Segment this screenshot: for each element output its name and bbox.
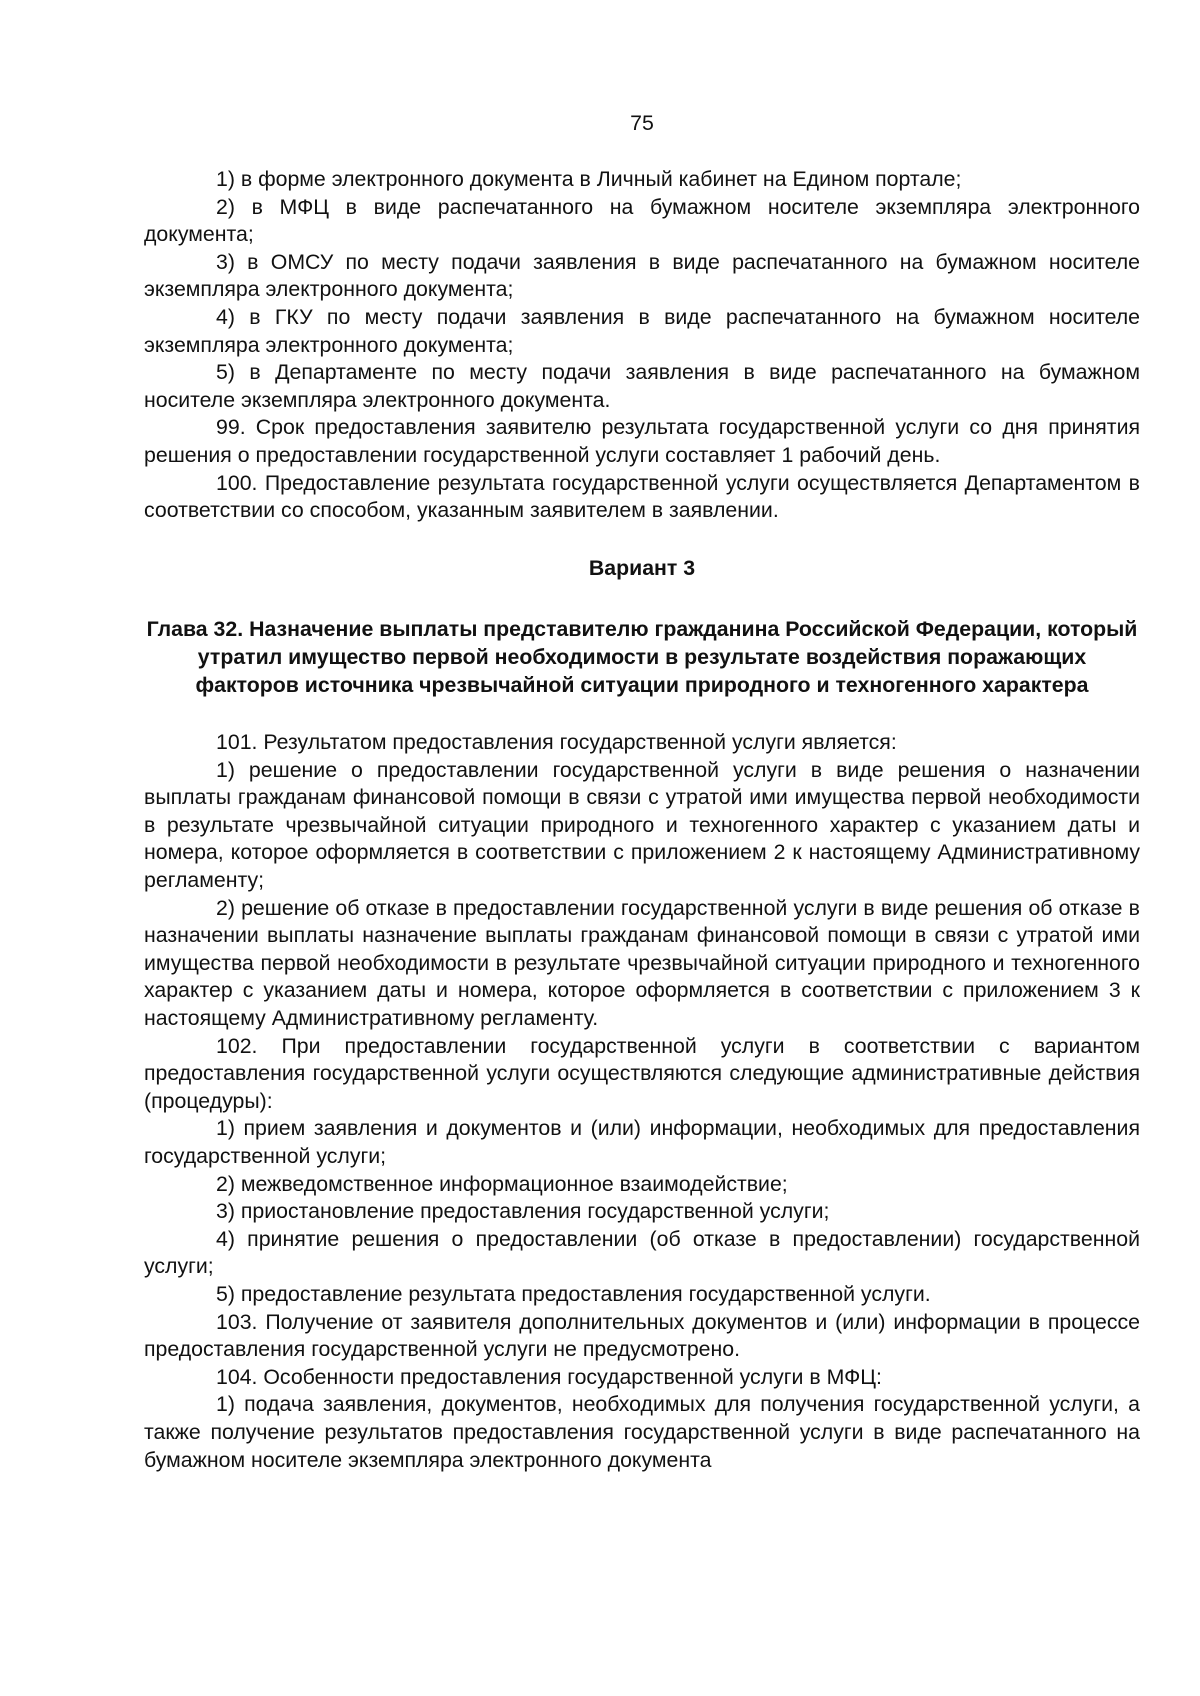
paragraph-99: 99. Срок предоставления заявителю результата государственной услуги со дня принятия решения о предоставлении государственной услуги составляет 1 рабочий день.: [144, 415, 1140, 467]
top-section: [144, 166, 1140, 525]
paragraph-101-item-2: 2) решение об отказе в предоставлении государственной услуги в виде решения об отказе в назначении выплаты назначение выплаты гражданам финансовой помощи в связи с утратой ими имущества первой необходимости в результате чрезвычайной ситуации природного и техногенного характер с указанием даты и номера, которое оформляется в соответствии с приложением 3 к настоящему Административному регламенту.: [144, 895, 1140, 1031]
paragraph-102-item-2: 2) межведомственное информационное взаимодействие;: [216, 1171, 788, 1196]
paragraph-102-item-1: 1) прием заявления и документов и (или) информации, необходимых для предоставления государственной услуги;: [144, 1116, 1140, 1168]
variant-heading: Вариант 3: [588, 555, 696, 580]
paragraph-item-4: 4) в ГКУ по месту подачи заявления в виде распечатанного на бумажном носителе экземпляра электронного документа;: [144, 304, 1140, 357]
paragraph-100: 100. Предоставление результата государственной услуги осуществляется Департаментом в соответствии со способом, указанным заявителем в заявлении.: [144, 470, 1140, 523]
chapter-heading: Глава 32. Назначение выплаты представителю гражданина Российской Федерации, который утратил имущество первой необходимости в результате воздействия поражающих факторов источника чрезвычайной ситуации природного и техногенного характера: [146, 617, 1138, 697]
page-number: 75: [630, 111, 654, 135]
paragraph-item-2: 2) в МФЦ в виде распечатанного на бумажном носителе экземпляра электронного документа;: [144, 194, 1140, 247]
bottom-section: [144, 729, 1140, 1474]
paragraph-item-3: 3) в ОМСУ по месту подачи заявления в виде распечатанного на бумажном носителе экземпляра электронного документа;: [144, 249, 1140, 302]
paragraph-102-item-4: 4) принятие решения о предоставлении (об отказе в предоставлении) государственной услуги;: [144, 1226, 1140, 1279]
document-page: [144, 110, 1140, 1474]
paragraph-101: 101. Результатом предоставления государственной услуги является:: [216, 730, 897, 755]
paragraph-104: 104. Особенности предоставления государственной услуги в МФЦ:: [216, 1364, 882, 1389]
paragraph-102-item-3: 3) приостановление предоставления государственной услуги;: [216, 1199, 830, 1224]
paragraph-102-item-5: 5) предоставление результата предоставления государственной услуги.: [216, 1281, 931, 1306]
paragraph-101-item-1: 1) решение о предоставлении государственной услуги в виде решения о назначении выплаты гражданам финансовой помощи в связи с утратой ими имущества первой необходимости в результате чрезвычайной ситуации природного и техногенного характер с указанием даты и номера, которое оформляется в соответствии с приложением 2 к настоящему Административному регламенту;: [144, 757, 1140, 893]
paragraph-item-1: 1) в форме электронного документа в Личный кабинет на Едином портале;: [216, 167, 962, 191]
paragraph-102: 102. При предоставлении государственной услуги в соответствии с вариантом предоставления государственной услуги осуществляются следующие административные действия (процедуры):: [144, 1033, 1140, 1113]
paragraph-item-5: 5) в Департаменте по месту подачи заявления в виде распечатанного на бумажном носителе экземпляра электронного документа.: [144, 360, 1140, 412]
paragraph-103: 103. Получение от заявителя дополнительных документов и (или) информации в процессе предоставления государственной услуги не предусмотрено.: [144, 1309, 1140, 1362]
paragraph-104-item-1: 1) подача заявления, документов, необходимых для получения государственной услуги, а также получение результатов предоставления государственной услуги в виде распечатанного на бумажном носителе экземпляра электронного документа: [144, 1392, 1140, 1472]
